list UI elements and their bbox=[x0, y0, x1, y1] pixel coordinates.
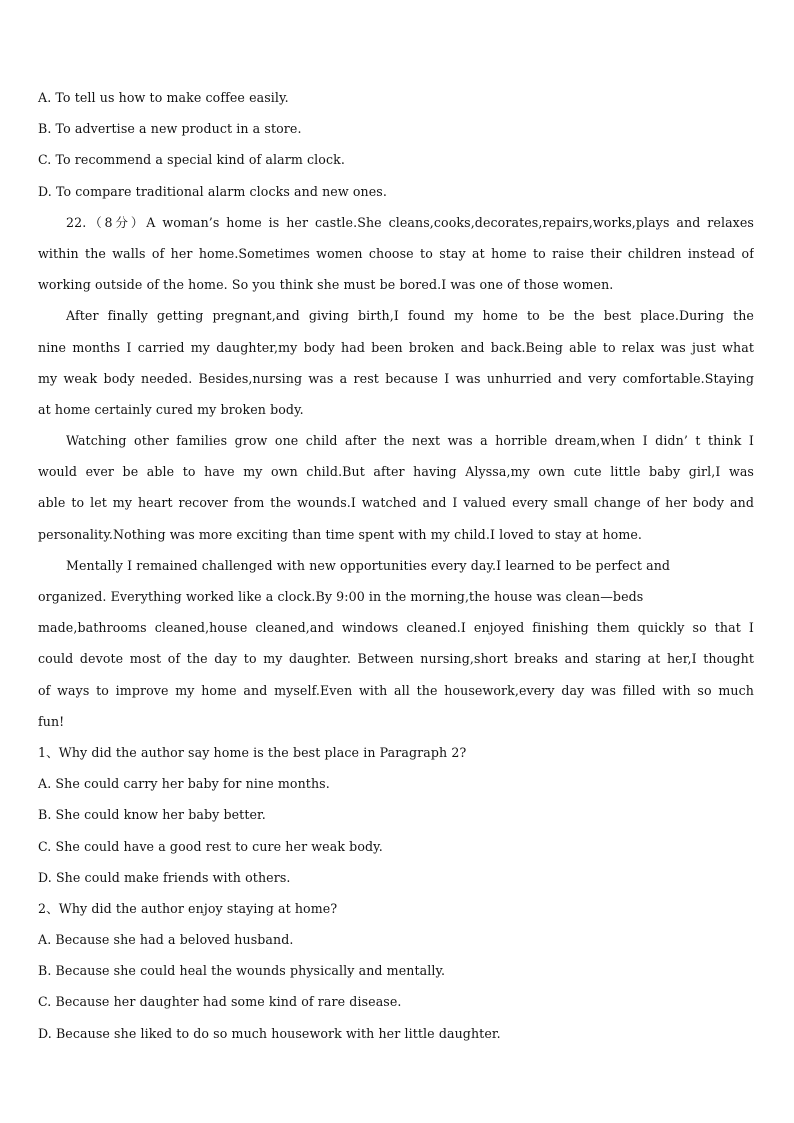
passage-p4-line-4: could devote most of the day to my daughter. Between nursing,short breaks and staring at her,I thought bbox=[38, 651, 754, 667]
question-1-stem: 1、Why did the author say home is the best place in Paragraph 2? bbox=[38, 744, 467, 760]
q21-option-b: B. To advertise a new product in a store. bbox=[38, 121, 302, 137]
passage-p3-line-4: personality.Nothing was more exciting than time spent with my child.I loved to stay at home. bbox=[38, 526, 643, 542]
q21-option-c: C. To recommend a special kind of alarm clock. bbox=[38, 152, 345, 168]
passage-p4-line-2: organized. Everything worked like a clock.By 9:00 in the morning,the house was clean—beds bbox=[38, 589, 644, 604]
question-1-option-a: A. She could carry her baby for nine months. bbox=[38, 776, 330, 792]
question-2-option-c: C. Because her daughter had some kind of rare disease. bbox=[38, 994, 402, 1010]
q21-option-d: D. To compare traditional alarm clocks and new ones. bbox=[38, 183, 387, 199]
passage-p2-line-4: at home certainly cured my broken body. bbox=[38, 401, 304, 417]
passage-p4-line-6: fun! bbox=[38, 713, 65, 729]
question-2-stem: 2、Why did the author enjoy staying at home? bbox=[38, 900, 338, 916]
question-2-option-a: A. Because she had a beloved husband. bbox=[38, 932, 294, 948]
passage-p4-line-5: of ways to improve my home and myself.Even with all the housework,every day was filled with so much bbox=[38, 682, 754, 698]
passage-p2-line-1: After finally getting pregnant,and giving birth,I found my home to be the best place.During the bbox=[66, 308, 754, 324]
passage-p3-line-3: able to let my heart recover from the wounds.I watched and I valued every small change of her body and bbox=[38, 495, 754, 511]
q21-option-a: A. To tell us how to make coffee easily. bbox=[38, 90, 289, 105]
passage-p1-line-2: within the walls of her home.Sometimes women choose to stay at home to raise their children instead of bbox=[38, 245, 754, 261]
question-2-option-b: B. Because she could heal the wounds physically and mentally. bbox=[38, 963, 446, 979]
passage-p1-line-1: 22.（8分）A woman’s home is her castle.She cleans,cooks,decorates,repairs,works,plays and relaxes bbox=[66, 214, 754, 230]
document-content bbox=[38, 82, 754, 1049]
passage-p2-line-3: my weak body needed. Besides,nursing was a rest because I was unhurried and very comfortable.Staying bbox=[38, 370, 754, 386]
passage-p2-line-2: nine months I carried my daughter,my body had been broken and back.Being able to relax was just what bbox=[38, 339, 754, 355]
passage-p1-line-3: working outside of the home. So you think she must be bored.I was one of those women. bbox=[38, 277, 614, 293]
passage-p4-line-3: made,bathrooms cleaned,house cleaned,and windows cleaned.I enjoyed finishing them quickly so that I bbox=[38, 620, 754, 636]
question-2-option-d: D. Because she liked to do so much housework with her little daughter. bbox=[38, 1025, 501, 1041]
passage-p4-line-1: Mentally I remained challenged with new opportunities every day.I learned to be perfect and bbox=[66, 557, 671, 573]
passage-p3-line-2: would ever be able to have my own child.But after having Alyssa,my own cute little baby girl,I was bbox=[38, 464, 754, 480]
passage-p3-line-1: Watching other families grow one child after the next was a horrible dream,when I didn’ t think I bbox=[66, 433, 754, 449]
question-1-option-d: D. She could make friends with others. bbox=[38, 869, 291, 885]
question-1-option-c: C. She could have a good rest to cure her weak body. bbox=[38, 838, 383, 854]
question-1-option-b: B. She could know her baby better. bbox=[38, 807, 266, 823]
